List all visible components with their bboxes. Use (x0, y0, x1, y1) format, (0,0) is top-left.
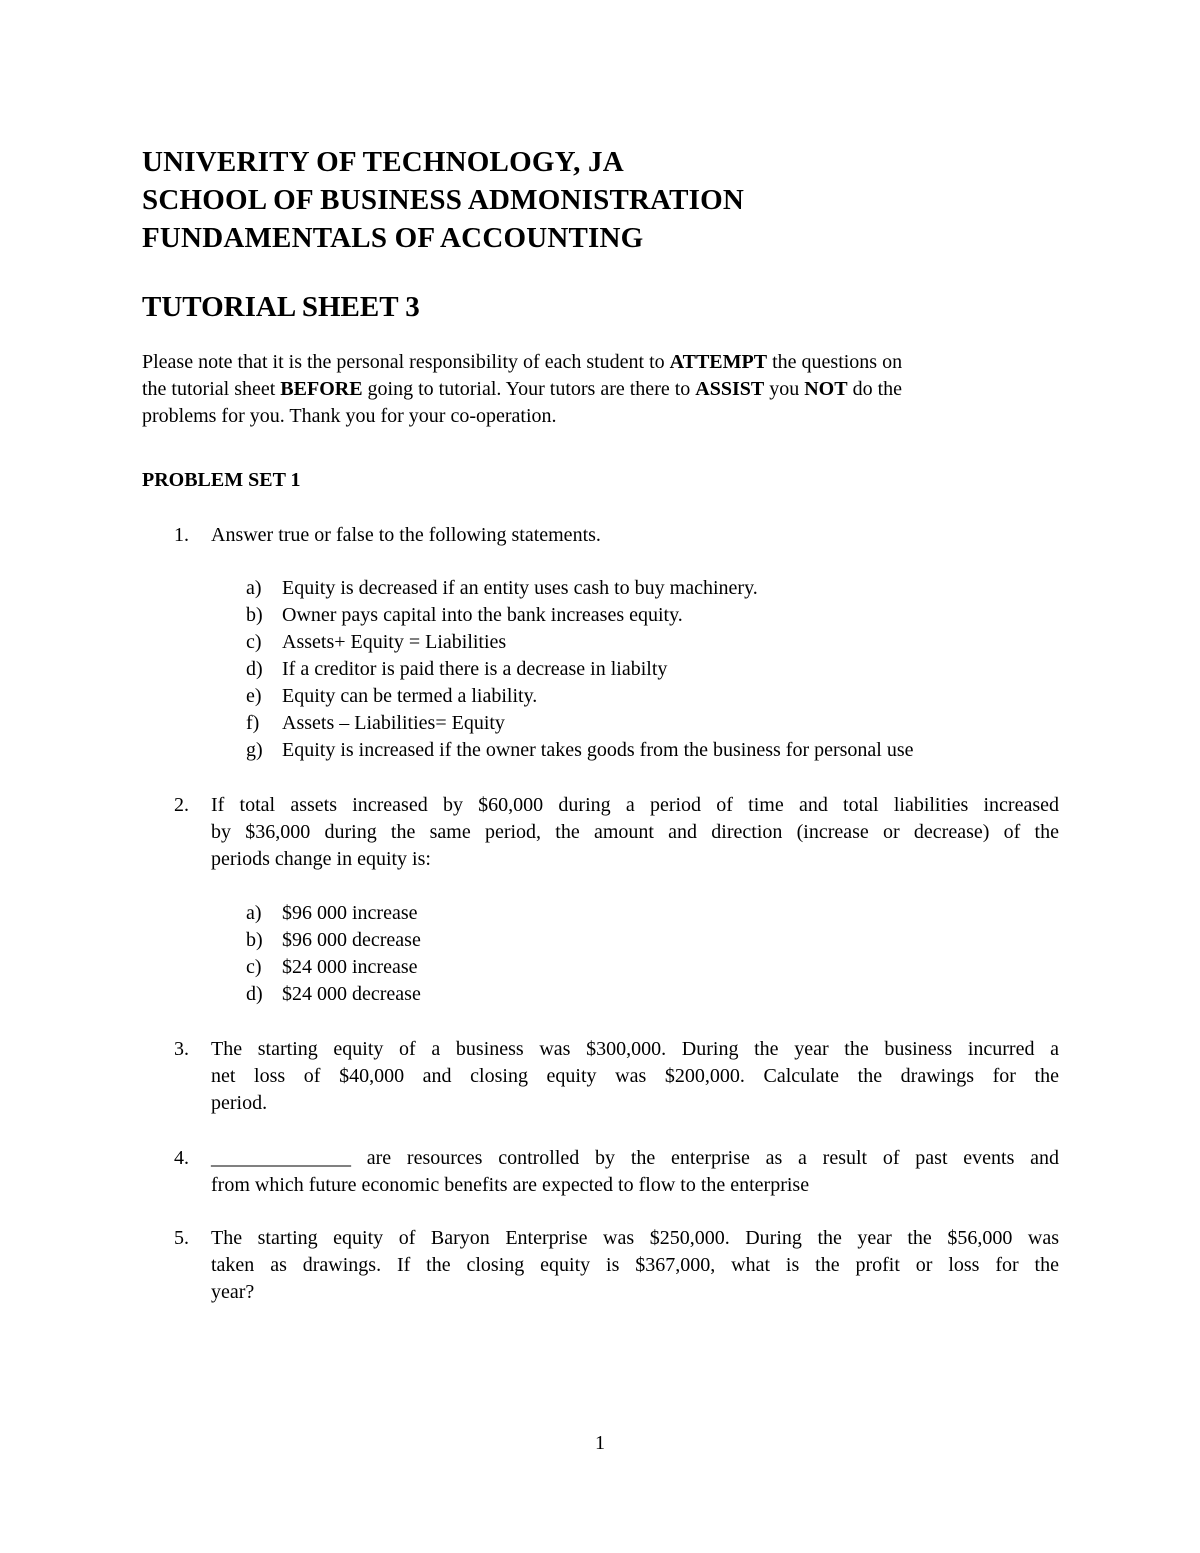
question-number: 5. (174, 1227, 189, 1249)
option-text: $24 000 decrease (282, 983, 421, 1005)
option-label: b) (246, 604, 263, 626)
question-line: taken as drawings. If the closing equity is $367,000, what is the profit or loss for the (211, 1254, 1059, 1276)
sheet-title: TUTORIAL SHEET 3 (142, 291, 420, 323)
intro-emphasis-before: BEFORE (280, 378, 363, 400)
question-2-options (0, 900, 1200, 1008)
intro-paragraph (142, 349, 1062, 430)
question-number: 2. (174, 794, 189, 816)
question-line: The starting equity of Baryon Enterprise was $250,000. During the year the $56,000 was (211, 1227, 1059, 1249)
question-line: period. (211, 1092, 268, 1114)
question-number: 3. (174, 1038, 189, 1060)
option-item (0, 656, 1200, 683)
option-text: $96 000 increase (282, 902, 418, 924)
question-line: by $36,000 during the same period, the amount and direction (increase or decrease) of the (211, 821, 1059, 843)
question-1-options (0, 575, 1200, 764)
university-name: UNIVERITY OF TECHNOLOGY, JA (142, 146, 624, 178)
question-line: periods change in equity is: (211, 848, 431, 870)
intro-text: going to tutorial. Your tutors are there to (362, 378, 696, 400)
option-label: a) (246, 577, 262, 599)
intro-line-1 (142, 349, 1062, 376)
question-text (211, 1036, 1059, 1117)
option-label: c) (246, 956, 262, 978)
option-text: Owner pays capital into the bank increases equity. (282, 604, 683, 626)
question-text (211, 1225, 1059, 1306)
option-text: Equity is increased if the owner takes goods from the business for personal use (282, 739, 914, 761)
option-text: Equity is decreased if an entity uses cash to buy machinery. (282, 577, 758, 599)
intro-text: the tutorial sheet (142, 378, 281, 400)
intro-line-2 (142, 376, 1062, 403)
intro-emphasis-assist: ASSIST (695, 378, 765, 400)
document-header (142, 143, 744, 257)
question-number: 4. (174, 1147, 189, 1169)
option-label: g) (246, 739, 263, 761)
option-text: If a creditor is paid there is a decrease in liabilty (282, 658, 668, 680)
option-item (0, 710, 1200, 737)
intro-line-3: problems for you. Thank you for your co-operation. (142, 405, 557, 427)
option-item (0, 981, 1200, 1008)
question-number: 1. (174, 524, 189, 546)
option-text: $96 000 decrease (282, 929, 421, 951)
option-label: f) (246, 712, 260, 734)
question-line: The starting equity of a business was $300,000. During the year the business incurred a (211, 1038, 1059, 1060)
option-label: d) (246, 658, 263, 680)
intro-text: the questions on (767, 351, 903, 373)
school-name: SCHOOL OF BUSINESS ADMONISTRATION (142, 184, 745, 216)
problem-set-title: PROBLEM SET 1 (142, 469, 301, 491)
option-item (0, 954, 1200, 981)
intro-text: Please note that it is the personal responsibility of each student to (142, 351, 670, 373)
option-label: d) (246, 983, 263, 1005)
option-item (0, 629, 1200, 656)
option-label: e) (246, 685, 262, 707)
intro-text: do the (847, 378, 902, 400)
option-text: $24 000 increase (282, 956, 418, 978)
question-line: ______________ are resources controlled by the enterprise as a result of past events and (211, 1147, 1059, 1169)
option-item (0, 900, 1200, 927)
course-name: FUNDAMENTALS OF ACCOUNTING (142, 222, 644, 254)
option-text: Equity can be termed a liability. (282, 685, 538, 707)
option-text: Assets – Liabilities= Equity (282, 712, 505, 734)
intro-text: you (764, 378, 805, 400)
question-line: If total assets increased by $60,000 during a period of time and total liabilities increased (211, 794, 1059, 816)
question-text (211, 792, 1059, 873)
option-item (0, 602, 1200, 629)
option-label: c) (246, 631, 262, 653)
question-text: Answer true or false to the following statements. (211, 524, 601, 546)
question-line: from which future economic benefits are expected to flow to the enterprise (211, 1174, 810, 1196)
option-item (0, 737, 1200, 764)
option-item (0, 683, 1200, 710)
option-item (0, 575, 1200, 602)
question-line: net loss of $40,000 and closing equity was $200,000. Calculate the drawings for the (211, 1065, 1059, 1087)
question-line: year? (211, 1281, 255, 1303)
page-number: 1 (595, 1432, 605, 1454)
option-text: Assets+ Equity = Liabilities (282, 631, 507, 653)
option-label: b) (246, 929, 263, 951)
option-item (0, 927, 1200, 954)
intro-emphasis-not: NOT (804, 378, 848, 400)
option-label: a) (246, 902, 262, 924)
intro-emphasis-attempt: ATTEMPT (669, 351, 768, 373)
question-text (211, 1145, 1059, 1199)
